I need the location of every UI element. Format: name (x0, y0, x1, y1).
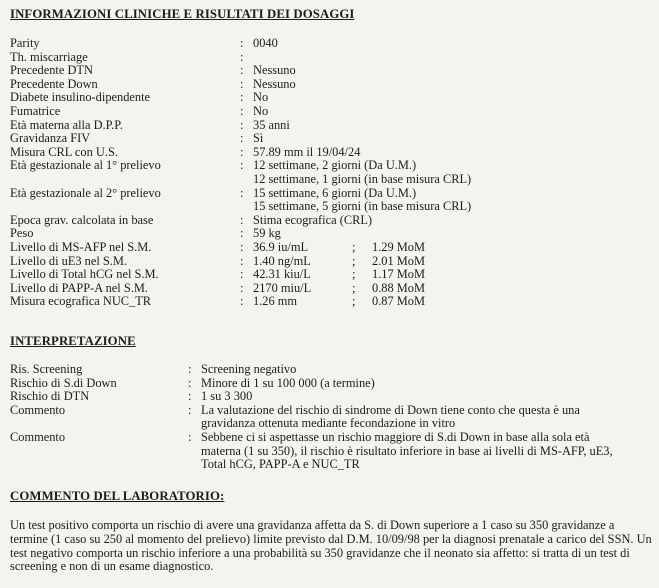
clinical-label: Diabete insulino-dipendente (10, 90, 151, 105)
clinical-colon: : (240, 76, 244, 91)
clinical-colon: : (240, 144, 244, 159)
clinical-label: Età materna alla D.P.P. (10, 117, 123, 132)
interpretation-label: Ris. Screening (10, 362, 83, 376)
clinical-colon: : (240, 212, 244, 227)
clinical-value: 0040 (253, 36, 278, 50)
clinical-colon: : (240, 131, 244, 146)
mom-separator: ; (352, 240, 356, 254)
clinical-label: Livello di Total hCG nel S.M. (10, 267, 159, 282)
interpretation-value: Sebbene ci si aspettasse un rischio maggiore di S.di Down in base alla sola età (201, 430, 590, 444)
interpretation-colon: : (188, 402, 192, 417)
clinical-value: 1.26 mm (253, 294, 298, 309)
clinical-label: Precedente Down (10, 76, 98, 91)
clinical-label: Peso (10, 226, 34, 241)
clinical-colon: : (240, 158, 244, 173)
clinical-colon: : (240, 280, 244, 295)
clinical-mom-value: 1.29 MoM (372, 240, 426, 254)
lab-comment-section-title: COMMENTO DEL LABORATORIO: (10, 489, 225, 503)
clinical-value: Stima ecografica (CRL) (253, 212, 373, 227)
interpretation-colon: : (188, 362, 192, 376)
clinical-value: 1.40 ng/mL (253, 253, 311, 268)
clinical-label: Età gestazionale al 2° prelievo (10, 185, 161, 200)
clinical-label: Parity (10, 36, 40, 50)
clinical-colon: : (240, 49, 244, 64)
clinical-value: No (253, 90, 269, 105)
clinical-section-title: INFORMAZIONI CLINICHE E RISULTATI DEI DOSAGGI (10, 7, 355, 21)
interpretation-value: Screening negativo (201, 362, 297, 376)
clinical-label: Th. miscarriage (10, 49, 88, 64)
clinical-colon: : (240, 117, 244, 132)
clinical-mom-value: 2.01 MoM (372, 253, 426, 268)
clinical-value-secondary: 12 settimane, 1 giorni (in base misura CRL) (253, 172, 472, 186)
interpretation-colon: : (188, 375, 192, 390)
mom-separator: ; (352, 253, 356, 268)
clinical-colon: : (240, 90, 244, 105)
clinical-colon: : (240, 267, 244, 282)
clinical-value: No (253, 104, 269, 118)
clinical-value: 36.9 iu/mL (253, 240, 309, 254)
mom-separator: ; (352, 267, 356, 282)
clinical-value: Nessuno (253, 76, 296, 91)
interpretation-label: Commento (10, 430, 66, 444)
clinical-label: Precedente DTN (10, 63, 93, 78)
clinical-colon: : (240, 294, 244, 309)
interpretation-label: Rischio di DTN (10, 389, 90, 404)
interpretation-value: materna (1 su 350), il rischio è risultato inferiore in base ai livelli di MS-AFP, uE3, (201, 443, 613, 458)
clinical-label: Misura ecografica NUC_TR (10, 294, 152, 309)
clinical-colon: : (240, 226, 244, 241)
clinical-label: Misura CRL con U.S. (10, 144, 118, 159)
clinical-label: Livello di PAPP-A nel S.M. (10, 280, 148, 295)
clinical-colon: : (240, 63, 244, 78)
lab-comment-text: Un test positivo comporta un rischio di avere una gravidanza affetta da S. di Down superiore a 1 caso su 350 gravidanze a termine (1 caso su 250 al momento del prelievo) limite previsto dal D.M. 10/09/98 per la diagnosi prenatale a carico del SSN. Un test negativo comporta un rischio inferiore a una probabilità su 350 gravidanze che il neonato sia affetto: si tratta di un test di screening e non di un esame diagnostico. (10, 518, 652, 574)
interpretation-value: 1 su 3 300 (201, 389, 253, 404)
clinical-label: Epoca grav. calcolata in base (10, 212, 154, 227)
clinical-value: Nessuno (253, 63, 296, 78)
clinical-mom-value: 0.88 MoM (372, 280, 426, 295)
interpretation-label: Commento (10, 402, 66, 417)
clinical-label: Livello di MS-AFP nel S.M. (10, 240, 152, 254)
clinical-label: Livello di uE3 nel S.M. (10, 253, 128, 268)
clinical-value-secondary: 15 settimane, 5 giorni (in base misura CRL) (253, 199, 472, 214)
clinical-colon: : (240, 185, 244, 200)
clinical-mom-value: 1.17 MoM (372, 267, 426, 282)
clinical-colon: : (240, 253, 244, 268)
interpretation-value: gravidanza ottenuta mediante fecondazione in vitro (201, 416, 456, 431)
interpretation-value: Total hCG, PAPP-A e NUC_TR (201, 457, 360, 472)
interpretation-section-title: INTERPRETAZIONE (10, 334, 136, 348)
interpretation-colon: : (188, 389, 192, 404)
clinical-colon: : (240, 104, 244, 118)
mom-separator: ; (352, 294, 356, 309)
interpretation-value: Minore di 1 su 100 000 (a termine) (201, 375, 375, 390)
clinical-value: Sì (253, 131, 264, 146)
clinical-value: 15 settimane, 6 giorni (Da U.M.) (253, 185, 417, 200)
interpretation-colon: : (188, 430, 192, 444)
clinical-value: 35 anni (253, 117, 290, 132)
clinical-value: 12 settimane, 2 giorni (Da U.M.) (253, 158, 417, 173)
clinical-colon: : (240, 240, 244, 254)
clinical-value: 59 kg (253, 226, 281, 241)
clinical-label: Età gestazionale al 1° prelievo (10, 158, 161, 173)
clinical-value: 42.31 kiu/L (253, 267, 311, 282)
interpretation-label: Rischio di S.di Down (10, 375, 117, 390)
clinical-label: Gravidanza FIV (10, 131, 91, 146)
clinical-value: 57.89 mm il 19/04/24 (253, 144, 361, 159)
mom-separator: ; (352, 280, 356, 295)
clinical-mom-value: 0.87 MoM (372, 294, 426, 309)
clinical-label: Fumatrice (10, 104, 61, 118)
clinical-value: 2170 miu/L (253, 280, 312, 295)
clinical-colon: : (240, 36, 244, 50)
interpretation-value: La valutazione del rischio di sindrome di Down tiene conto che questa è una (201, 402, 580, 417)
